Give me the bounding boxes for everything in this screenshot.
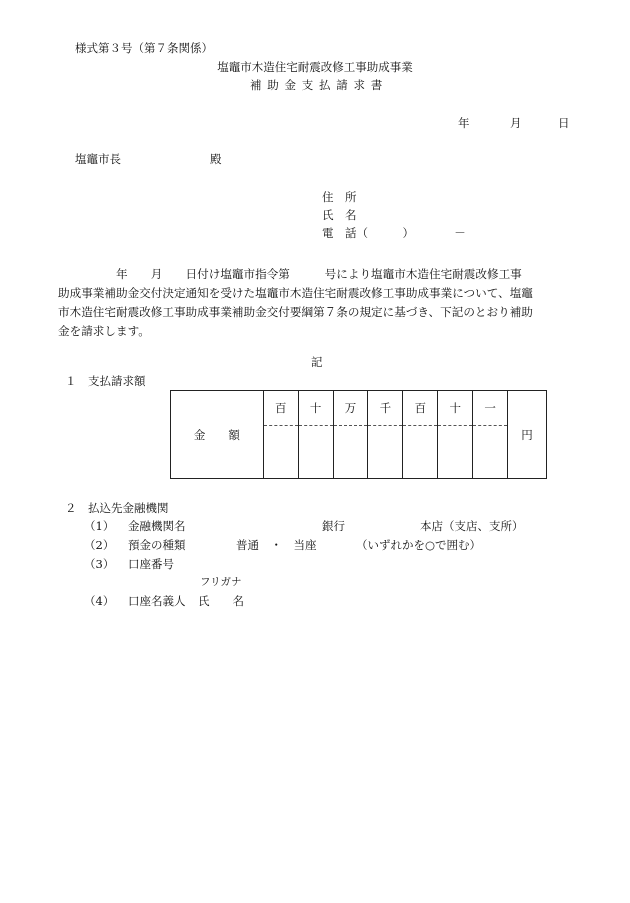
item2-number: （2）	[84, 538, 115, 552]
paragraph-line: 助成事業補助金交付決定通知を受けた塩竈市木造住宅耐震改修工事助成事業について、塩竈	[58, 286, 533, 300]
digit-input-cell[interactable]	[438, 426, 473, 479]
amount-table	[170, 390, 547, 479]
digit-header: 万	[333, 391, 368, 426]
section1-heading: １ 支払請求額	[65, 374, 146, 388]
request-paragraph	[58, 265, 580, 341]
digit-header: 千	[368, 391, 403, 426]
digit-header: 一	[473, 391, 508, 426]
address-label: 住 所	[322, 190, 357, 204]
date-day: 日	[558, 116, 570, 130]
deposit-type-label: 預金の種類	[128, 538, 186, 552]
digit-header: 百	[403, 391, 438, 426]
account-holder-label: 口座名義人	[128, 594, 186, 608]
ki-marker: 記	[311, 355, 323, 369]
date-year: 年	[458, 116, 470, 130]
paragraph-line: 年 月 日付け塩竈市指令第 号により塩竈市木造住宅耐震改修工事	[58, 267, 522, 281]
branch-label: 本店（支店、支所）	[420, 519, 524, 533]
furigana-label: フリガナ	[200, 576, 242, 588]
digit-header: 十	[438, 391, 473, 426]
account-number-label: 口座番号	[128, 557, 174, 571]
title-line2: 補助金支払請求書	[250, 78, 388, 92]
addressee-name: 塩竈市長	[75, 152, 121, 166]
name-label: 氏 名	[322, 208, 357, 222]
holder-name-label: 氏 名	[198, 594, 244, 608]
item1-number: （1）	[84, 519, 115, 533]
item4-number: （4）	[84, 594, 115, 608]
phone-label: 電 話（ ） －	[322, 226, 466, 240]
section2-heading: ２ 払込先金融機関	[65, 501, 169, 515]
deposit-type-note: （いずれかを○で囲む）	[356, 538, 482, 552]
digit-input-cell[interactable]	[473, 426, 508, 479]
digit-header: 十	[298, 391, 333, 426]
title-line1: 塩竈市木造住宅耐震改修工事助成事業	[217, 60, 413, 74]
digit-input-cell[interactable]	[368, 426, 403, 479]
digit-header: 百	[263, 391, 298, 426]
deposit-type-options: 普通 ・ 当座	[236, 538, 317, 552]
date-month: 月	[510, 116, 522, 130]
paragraph-line: 金を請求します。	[58, 324, 150, 338]
digit-input-cell[interactable]	[333, 426, 368, 479]
paragraph-line: 市木造住宅耐震改修工事助成事業補助金交付要綱第７条の規定に基づき、下記のとおり補助	[58, 305, 533, 319]
item3-number: （3）	[84, 557, 115, 571]
bank-name-label: 金融機関名	[128, 519, 186, 533]
amount-label: 金 額	[171, 391, 264, 479]
addressee-honorific: 殿	[210, 152, 222, 166]
digit-input-cell[interactable]	[298, 426, 333, 479]
digit-input-cell[interactable]	[263, 426, 298, 479]
yen-unit: 円	[508, 391, 547, 479]
digit-input-cell[interactable]	[403, 426, 438, 479]
form-number: 様式第３号（第７条関係）	[75, 41, 213, 55]
bank-label: 銀行	[322, 519, 345, 533]
